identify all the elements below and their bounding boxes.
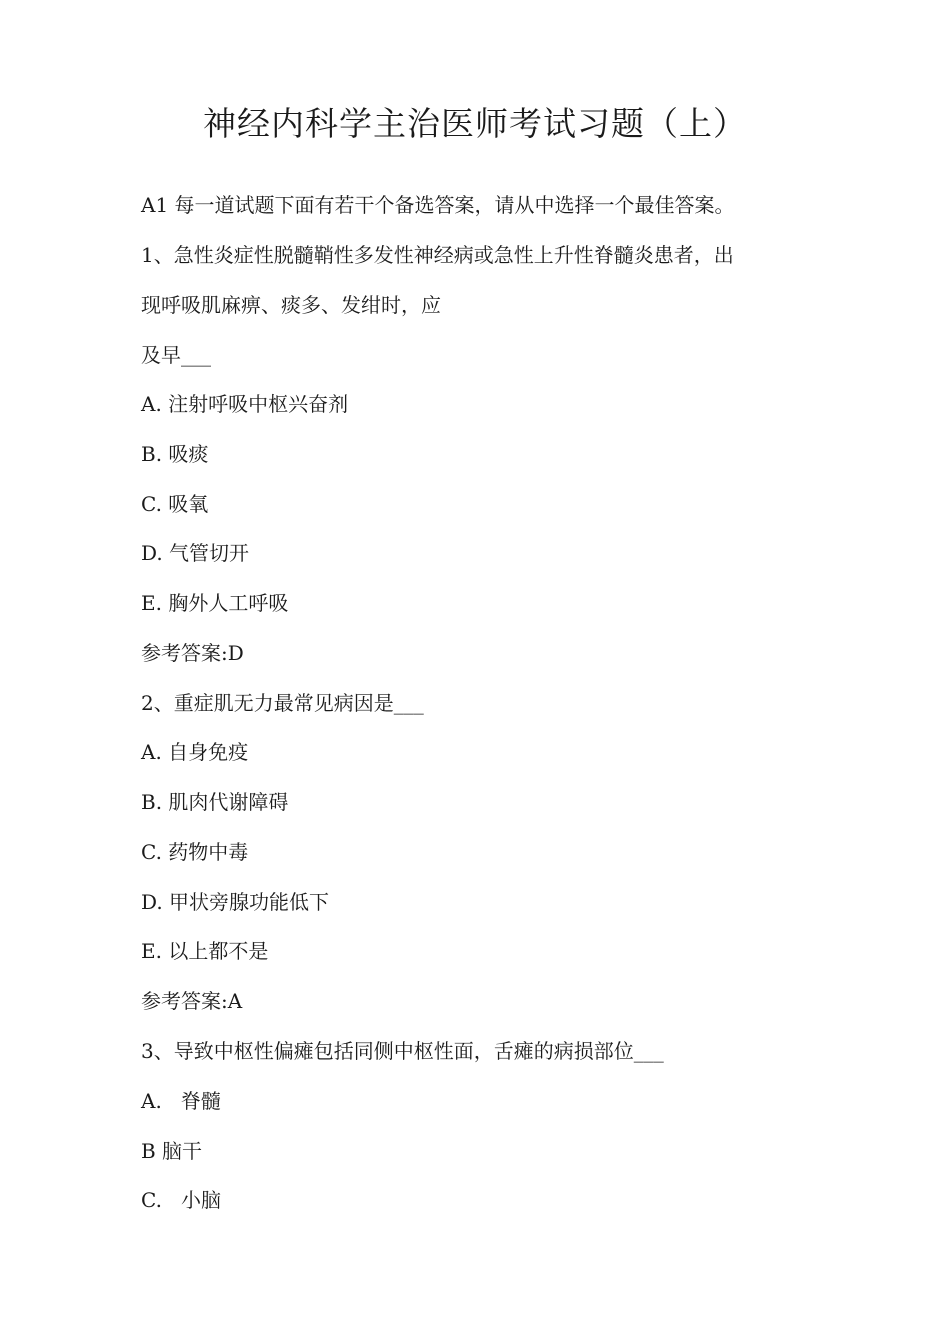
question-2-option-d: D. 甲状旁腺功能低下 — [141, 890, 330, 914]
question-3-option-a: A. 脊髓 — [141, 1089, 221, 1113]
question-2-option-e: E. 以上都不是 — [141, 939, 269, 963]
question-2-answer: 参考答案:A — [141, 989, 243, 1013]
question-3-option-b: B 脑干 — [141, 1139, 203, 1163]
question-1-option-e: E. 胸外人工呼吸 — [141, 591, 289, 615]
document-title: 神经内科学主治医师考试习题（上） — [203, 104, 747, 143]
question-2-stem: 2、重症肌无力最常见病因是___ — [141, 691, 424, 715]
question-2-option-b: B. 肌肉代谢障碍 — [141, 790, 289, 814]
question-3-stem: 3、导致中枢性偏瘫包括同侧中枢性面，舌瘫的病损部位___ — [141, 1039, 664, 1063]
question-1-option-a: A. 注射呼吸中枢兴奋剂 — [141, 392, 349, 416]
question-2-option-c: C. 药物中毒 — [141, 840, 249, 864]
question-1-stem-line-3: 及早___ — [141, 343, 211, 367]
question-2-option-a: A. 自身免疫 — [141, 740, 249, 764]
question-3-option-c: C. 小脑 — [141, 1188, 222, 1212]
question-1-option-b: B. 吸痰 — [141, 442, 209, 466]
question-1-option-d: D. 气管切开 — [141, 541, 250, 565]
section-instruction: A1 每一道试题下面有若干个备选答案，请从中选择一个最佳答案。 — [141, 193, 735, 217]
question-1-option-c: C. 吸氧 — [141, 492, 209, 516]
question-1-stem-line-2: 现呼吸肌麻痹、痰多、发绀时，应 — [141, 293, 441, 317]
question-1-answer: 参考答案:D — [141, 641, 244, 665]
question-1-stem-line-1: 1、急性炎症性脱髓鞘性多发性神经病或急性上升性脊髓炎患者，出 — [141, 243, 734, 267]
